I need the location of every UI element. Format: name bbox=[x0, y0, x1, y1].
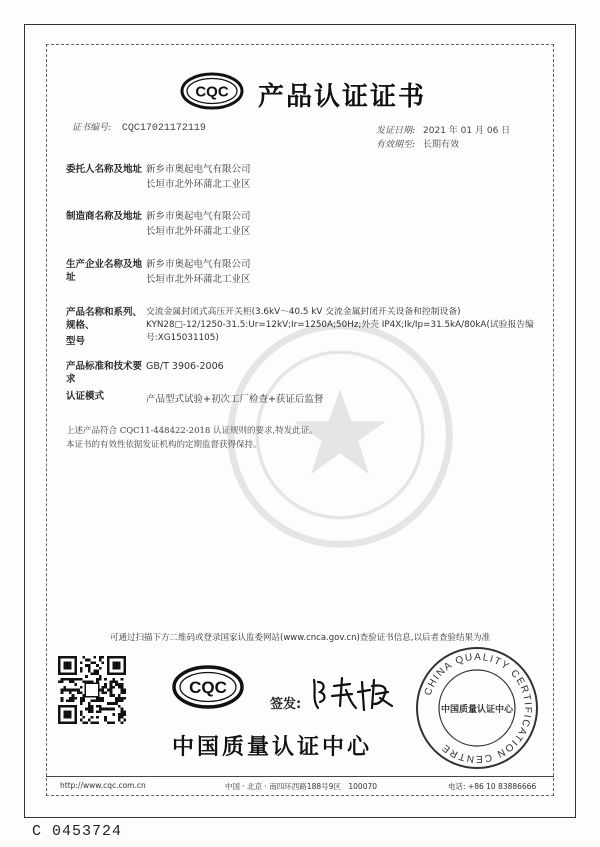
footer-address: 中国 · 北京 · 南四环西路188号9区 100070 bbox=[225, 782, 378, 791]
product-line: 号:XG15031105) bbox=[146, 333, 219, 343]
cqc-logo-text: CQC bbox=[189, 678, 227, 697]
standard-value: GB/T 3906-2006 bbox=[146, 361, 224, 372]
issue-date-value: 2021 年 01 月 06 日 bbox=[423, 126, 511, 136]
qr-code-icon[interactable] bbox=[58, 656, 126, 724]
corner-ornament bbox=[24, 796, 46, 818]
corner-ornament bbox=[554, 24, 576, 46]
issue-date-label: 发证日期: bbox=[376, 126, 416, 136]
note-line: 上述产品符合 CQC11-448422-2018 认证规则的要求,特发此证。 bbox=[66, 426, 318, 436]
stamp-inner-text: 中国质量认证中心 bbox=[440, 705, 514, 715]
certificate-dates bbox=[376, 124, 510, 152]
signature-label: 签发: bbox=[270, 697, 302, 712]
corner-ornament bbox=[24, 24, 46, 46]
manufacturer-label: 制造商名称及地址 bbox=[66, 211, 143, 222]
note-line: 本证书的有效性依据发证机构的定期监督获得保持。 bbox=[66, 440, 262, 450]
manufacturer-address: 长垣市北外环蒲北工业区 bbox=[146, 226, 251, 237]
client-label: 委托人名称及地址 bbox=[66, 164, 143, 175]
footer-phone: 电话: +86 10 83886666 bbox=[448, 782, 537, 791]
certificate-number-label: 证书编号: bbox=[72, 123, 112, 133]
certification-mode-label: 认证模式 bbox=[66, 391, 105, 402]
standard-label: 产品标准和技术要求 bbox=[66, 361, 143, 385]
page-title: 产品认证证书 bbox=[258, 82, 427, 112]
valid-until-label: 有效期至: bbox=[376, 140, 416, 150]
issuing-organization: 中国质量认证中心 bbox=[172, 735, 373, 760]
manufacturer-value bbox=[146, 210, 538, 238]
product-label bbox=[66, 306, 146, 348]
product-line: 交流金属封闭式高压开关柜(3.6kV～40.5 kV 交流金属封闭开关设备和控制设备) bbox=[146, 307, 461, 317]
product-line: KYN28□-12/1250-31.5:Ur=12kV;Ir=1250A;50Hz;外壳 IP4X;Ik/Ip=31.5kA/80kA(试验报告编 bbox=[146, 320, 534, 330]
issue-date bbox=[376, 124, 510, 138]
handwritten-signature bbox=[304, 670, 400, 714]
factory-label: 生产企业名称及地址 bbox=[66, 259, 143, 283]
product-value bbox=[146, 306, 538, 345]
cqc-logo-text: CQC bbox=[195, 83, 229, 101]
client-value bbox=[146, 163, 538, 191]
product-label-line: 型号 bbox=[66, 336, 86, 347]
manufacturer-name: 新乡市奥起电气有限公司 bbox=[146, 211, 251, 222]
cqc-logo-icon bbox=[180, 72, 244, 110]
certificate-number-value: CQC17021172119 bbox=[121, 123, 206, 134]
cqc-logo-icon bbox=[172, 665, 244, 709]
certificate-header bbox=[0, 72, 600, 112]
factory-name: 新乡市奥起电气有限公司 bbox=[146, 259, 251, 270]
product-label-line: 产品名称和系列、规格、 bbox=[66, 307, 143, 331]
factory-address: 长垣市北外环蒲北工业区 bbox=[146, 274, 251, 285]
footer bbox=[60, 781, 544, 793]
factory-value bbox=[146, 258, 538, 286]
certification-mode-value: 产品型式试验+初次工厂检查+获证后监督 bbox=[146, 394, 324, 405]
verification-text: 可通过扫描下方二维码或登录国家认监委网站(www.cnca.gov.cn)查验证书信息,以后者查验结果为准 bbox=[110, 633, 490, 643]
footer-website-link[interactable]: http://www.cqc.com.cn bbox=[60, 781, 146, 790]
certificate-number bbox=[72, 120, 206, 134]
corner-ornament bbox=[554, 796, 576, 818]
serial-number: C 0453724 bbox=[32, 823, 123, 840]
certificate-notes bbox=[66, 424, 318, 452]
valid-until-value: 长期有效 bbox=[423, 140, 460, 150]
client-name: 新乡市奥起电气有限公司 bbox=[146, 164, 251, 175]
valid-until bbox=[376, 138, 510, 152]
footer-divider bbox=[46, 776, 554, 777]
official-stamp-icon bbox=[414, 645, 540, 771]
stamp-outer-text: CHINA QUALITY CERTIFICATION CENTRE bbox=[422, 651, 534, 765]
client-address: 长垣市北外环蒲北工业区 bbox=[146, 179, 251, 190]
